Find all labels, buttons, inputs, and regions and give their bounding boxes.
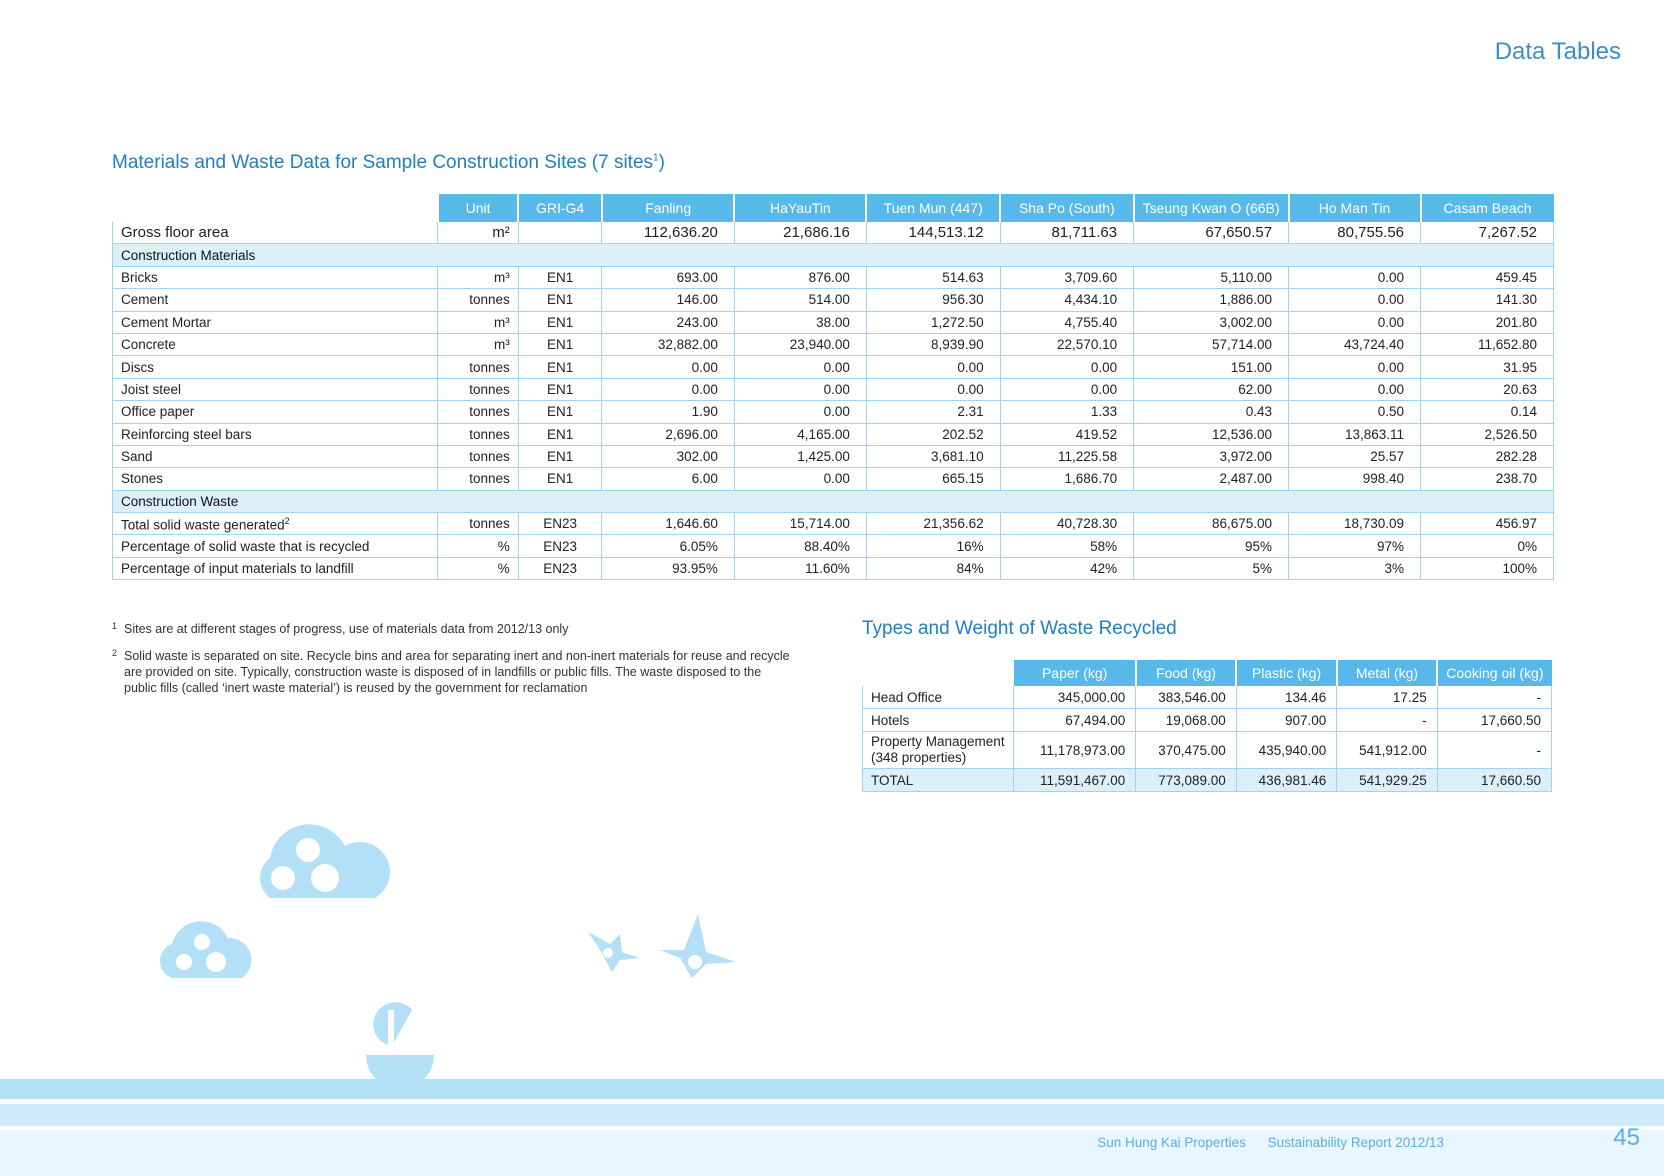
table-row — [113, 356, 1554, 378]
materials-table-title — [112, 152, 665, 174]
col-header: Sha Po (South) — [1000, 194, 1134, 222]
row-unit: % — [438, 535, 518, 557]
table-row — [113, 378, 1554, 400]
footnote-2 — [112, 648, 792, 696]
page-number: 45 — [1613, 1124, 1640, 1151]
cell-value: 2,696.00 — [602, 423, 734, 445]
sailboat-icon — [366, 1002, 434, 1089]
cell-value: 112,636.20 — [602, 222, 734, 244]
row-gri: EN1 — [518, 333, 602, 355]
cell-value: 86,675.00 — [1134, 513, 1289, 535]
cell-value: 16% — [866, 535, 1000, 557]
cell-value: 282.28 — [1421, 445, 1554, 467]
col-header: Cooking oil (kg) — [1437, 660, 1551, 686]
col-header: Metal (kg) — [1337, 660, 1437, 686]
col-header: Plastic (kg) — [1236, 660, 1336, 686]
cell-value: 67,650.57 — [1134, 222, 1289, 244]
table-row — [113, 333, 1554, 355]
cell-value: 0.00 — [734, 401, 866, 423]
col-header: HaYauTin — [734, 194, 866, 222]
cell-value: - — [1437, 686, 1551, 709]
cell-value: 876.00 — [734, 266, 866, 288]
cell-value: 5% — [1134, 557, 1289, 579]
footnote-mark: 2 — [112, 648, 118, 658]
cell-value: 2,526.50 — [1421, 423, 1554, 445]
cell-value: 201.80 — [1421, 311, 1554, 333]
row-gri: EN1 — [518, 356, 602, 378]
row-unit: tonnes — [438, 513, 518, 535]
decorative-illustration — [160, 810, 760, 1090]
cell-value: 1,886.00 — [1134, 289, 1289, 311]
row-gri: EN1 — [518, 468, 602, 490]
cell-value: 0.50 — [1289, 401, 1421, 423]
cell-value: 0.00 — [734, 468, 866, 490]
cell-value: 345,000.00 — [1013, 686, 1135, 709]
row-label-text: Joist steel — [121, 381, 182, 397]
page-header-title: Data Tables — [1494, 38, 1621, 65]
footnote-text: Solid waste is separated on site. Recycle bins and area for separating inert and non-inert materials for reuse and recycle are provided on site. Typically, construction waste is disposed of in landfills or public fills. The waste disposed to the public fills (called ‘inert waste material’) is reused by the government for reclamation — [124, 649, 790, 695]
table-row — [863, 709, 1552, 732]
cell-value: 11,225.58 — [1000, 445, 1134, 467]
table-row-gfa — [113, 222, 1554, 244]
cell-value: 0.00 — [1289, 289, 1421, 311]
row-label-sub: (348 properties) — [871, 750, 967, 765]
cell-value: 100% — [1421, 557, 1554, 579]
row-label — [863, 709, 1014, 732]
cell-value: 57,714.00 — [1134, 333, 1289, 355]
cell-value: 2.31 — [866, 401, 1000, 423]
cell-value: - — [1337, 709, 1437, 732]
cell-value: 0.00 — [1289, 356, 1421, 378]
row-label-text: Percentage of solid waste that is recycled — [121, 538, 370, 554]
cell-value: 21,356.62 — [866, 513, 1000, 535]
row-gri: EN23 — [518, 535, 602, 557]
table-row — [113, 513, 1554, 535]
cell-value: 3,709.60 — [1000, 266, 1134, 288]
cell-value: 0.00 — [866, 378, 1000, 400]
row-label-text: Property Management — [871, 734, 1005, 749]
cell-value: 1.33 — [1000, 401, 1134, 423]
cell-value: 370,475.00 — [1136, 732, 1236, 769]
cell-value: 3,002.00 — [1134, 311, 1289, 333]
cell-value: 21,686.16 — [734, 222, 866, 244]
cell-value: 17,660.50 — [1437, 709, 1551, 732]
cell-value: 11.60% — [734, 557, 866, 579]
cell-value: 17,660.50 — [1437, 769, 1551, 792]
cell-value: 58% — [1000, 535, 1134, 557]
cell-value: 3% — [1289, 557, 1421, 579]
row-unit: tonnes — [438, 289, 518, 311]
cell-value: 0.00 — [602, 378, 734, 400]
cell-value: 144,513.12 — [866, 222, 1000, 244]
row-label — [113, 535, 438, 557]
row-label — [113, 445, 438, 467]
cell-value: 146.00 — [602, 289, 734, 311]
cell-value: 514.63 — [866, 266, 1000, 288]
cell-value: 693.00 — [602, 266, 734, 288]
table-row — [113, 289, 1554, 311]
cell-value: 0.00 — [1000, 356, 1134, 378]
table-row — [113, 535, 1554, 557]
cell-value: 19,068.00 — [1136, 709, 1236, 732]
bird-large-icon — [660, 914, 736, 978]
cell-value: 0.00 — [1289, 311, 1421, 333]
col-header: Ho Man Tin — [1289, 194, 1421, 222]
row-label — [863, 732, 1014, 769]
row-label-text: Office paper — [121, 404, 195, 420]
row-label-text: Bricks — [121, 269, 158, 285]
row-unit: tonnes — [438, 401, 518, 423]
cell-value: 6.05% — [602, 535, 734, 557]
cell-value: 2,487.00 — [1134, 468, 1289, 490]
row-unit: tonnes — [438, 445, 518, 467]
row-label-text: Discs — [121, 359, 154, 375]
cell-value: 0.00 — [734, 378, 866, 400]
col-header: Casam Beach — [1421, 194, 1554, 222]
cell-value: 907.00 — [1236, 709, 1336, 732]
footer-stripe — [0, 1104, 1664, 1126]
table-row — [113, 401, 1554, 423]
table-row — [113, 266, 1554, 288]
row-label-text: Head Office — [871, 689, 943, 705]
header-blank — [863, 660, 1014, 686]
cell-value: 0.00 — [1289, 266, 1421, 288]
row-gri: EN1 — [518, 423, 602, 445]
row-label-text: Percentage of input materials to landfill — [121, 561, 354, 577]
cell-value: 17.25 — [1337, 686, 1437, 709]
col-header: Tseung Kwan O (66B) — [1134, 194, 1289, 222]
cell-value: 0.00 — [734, 356, 866, 378]
row-label — [113, 311, 438, 333]
materials-title-end: ) — [658, 152, 665, 173]
bird-small-icon — [588, 932, 640, 972]
row-unit: m² — [438, 222, 518, 244]
cell-value: 23,940.00 — [734, 333, 866, 355]
cell-value: 383,546.00 — [1136, 686, 1236, 709]
table-row — [113, 423, 1554, 445]
footer — [1079, 1135, 1444, 1150]
row-label-text: Concrete — [121, 337, 176, 353]
row-label-text: Stones — [121, 471, 164, 487]
row-label — [113, 513, 438, 535]
cell-value: 84% — [866, 557, 1000, 579]
col-header: Fanling — [602, 194, 734, 222]
cell-value: 0.00 — [1289, 378, 1421, 400]
waste-recycled-table — [862, 660, 1552, 792]
section-label: Construction Waste — [113, 490, 1554, 512]
table-row — [113, 557, 1554, 579]
row-gri: EN1 — [518, 311, 602, 333]
recycled-header-row — [863, 660, 1552, 686]
materials-header-row — [113, 194, 1554, 222]
footnote-mark: 1 — [112, 621, 118, 631]
section-label: Construction Materials — [113, 244, 1554, 266]
row-unit: % — [438, 557, 518, 579]
cell-value: 1,272.50 — [866, 311, 1000, 333]
cell-value: 1,686.70 — [1000, 468, 1134, 490]
row-gri: EN1 — [518, 401, 602, 423]
table-row — [113, 468, 1554, 490]
footer-company: Sun Hung Kai Properties — [1097, 1135, 1246, 1150]
cell-value: 0.00 — [602, 356, 734, 378]
cell-value: 11,178,973.00 — [1013, 732, 1135, 769]
col-header: GRI-G4 — [518, 194, 602, 222]
cell-value: 62.00 — [1134, 378, 1289, 400]
cell-value: 11,652.80 — [1421, 333, 1554, 355]
total-row — [863, 769, 1552, 792]
cell-value: 202.52 — [866, 423, 1000, 445]
row-label-text: Hotels — [871, 712, 910, 728]
row-label — [113, 423, 438, 445]
cell-value: 4,434.10 — [1000, 289, 1134, 311]
cell-value: 0.14 — [1421, 401, 1554, 423]
row-unit: m³ — [438, 266, 518, 288]
cell-value: 88.40% — [734, 535, 866, 557]
cell-value: 43,724.40 — [1289, 333, 1421, 355]
cell-value: 5,110.00 — [1134, 266, 1289, 288]
cell-value: 42% — [1000, 557, 1134, 579]
cell-value: 141.30 — [1421, 289, 1554, 311]
row-label-text: Cement Mortar — [121, 314, 212, 330]
row-label — [113, 378, 438, 400]
table-row — [113, 311, 1554, 333]
cell-value: 3,972.00 — [1134, 445, 1289, 467]
cell-value: 6.00 — [602, 468, 734, 490]
cell-value: 67,494.00 — [1013, 709, 1135, 732]
cell-value: 15,714.00 — [734, 513, 866, 535]
col-header: Unit — [438, 194, 518, 222]
cell-value: 3,681.10 — [866, 445, 1000, 467]
cell-value: 151.00 — [1134, 356, 1289, 378]
row-label-sup: 2 — [284, 515, 290, 526]
cell-value: 38.00 — [734, 311, 866, 333]
row-label-text: Total solid waste generated — [121, 517, 285, 533]
row-gri: EN1 — [518, 445, 602, 467]
row-unit: tonnes — [438, 468, 518, 490]
cell-value: 80,755.56 — [1289, 222, 1421, 244]
section-row-materials — [113, 244, 1554, 266]
row-label — [113, 356, 438, 378]
footnote-text: Sites are at different stages of progress, use of materials data from 2012/13 only — [124, 622, 569, 636]
section-row-waste — [113, 490, 1554, 512]
cell-value: 456.97 — [1421, 513, 1554, 535]
cell-value: 436,981.46 — [1236, 769, 1336, 792]
col-header: Tuen Mun (447) — [866, 194, 1000, 222]
row-gri: EN23 — [518, 557, 602, 579]
cell-value: 238.70 — [1421, 468, 1554, 490]
cell-value: 419.52 — [1000, 423, 1134, 445]
cell-value: 32,882.00 — [602, 333, 734, 355]
footer-stripe — [0, 1079, 1664, 1099]
cell-value: 514.00 — [734, 289, 866, 311]
row-gri: EN23 — [518, 513, 602, 535]
row-gri — [518, 222, 602, 244]
materials-waste-table — [112, 194, 1554, 580]
cell-value: 435,940.00 — [1236, 732, 1336, 769]
row-unit: tonnes — [438, 378, 518, 400]
cell-value: 13,863.11 — [1289, 423, 1421, 445]
materials-title-sup: 1 — [653, 152, 659, 164]
cell-value: - — [1437, 732, 1551, 769]
cell-value: 20.63 — [1421, 378, 1554, 400]
row-label — [113, 401, 438, 423]
cell-value: 0% — [1421, 535, 1554, 557]
footer-report: Sustainability Report 2012/13 — [1267, 1135, 1444, 1150]
row-label — [113, 289, 438, 311]
cell-value: 18,730.09 — [1289, 513, 1421, 535]
cell-value: 40,728.30 — [1000, 513, 1134, 535]
row-unit: m³ — [438, 311, 518, 333]
row-label: Gross floor area — [113, 222, 438, 244]
footnote-1 — [112, 621, 792, 637]
cloud-large-icon — [260, 824, 390, 898]
cell-value: 1,425.00 — [734, 445, 866, 467]
cell-value: 541,929.25 — [1337, 769, 1437, 792]
row-label-text: Sand — [121, 449, 153, 465]
cell-value: 93.95% — [602, 557, 734, 579]
cell-value: 0.43 — [1134, 401, 1289, 423]
cell-value: 81,711.63 — [1000, 222, 1134, 244]
col-header: Food (kg) — [1136, 660, 1236, 686]
header-blank — [113, 194, 438, 222]
table-row — [113, 445, 1554, 467]
cell-value: 665.15 — [866, 468, 1000, 490]
cell-value: 773,089.00 — [1136, 769, 1236, 792]
table-row — [863, 732, 1552, 769]
cell-value: 95% — [1134, 535, 1289, 557]
cell-value: 541,912.00 — [1337, 732, 1437, 769]
row-label-text: Reinforcing steel bars — [121, 426, 252, 442]
cell-value: 0.00 — [1000, 378, 1134, 400]
col-header: Paper (kg) — [1013, 660, 1135, 686]
cell-value: 0.00 — [866, 356, 1000, 378]
row-label — [113, 333, 438, 355]
row-gri: EN1 — [518, 378, 602, 400]
cloud-small-icon — [160, 921, 251, 978]
cell-value: 459.45 — [1421, 266, 1554, 288]
cell-value: 4,165.00 — [734, 423, 866, 445]
cell-value: 12,536.00 — [1134, 423, 1289, 445]
row-gri: EN1 — [518, 266, 602, 288]
row-unit: tonnes — [438, 423, 518, 445]
row-gri: EN1 — [518, 289, 602, 311]
row-label-text: Cement — [121, 292, 169, 308]
recycled-table-title: Types and Weight of Waste Recycled — [862, 618, 1177, 639]
cell-value: 134.46 — [1236, 686, 1336, 709]
row-label — [863, 686, 1014, 709]
cell-value: 31.95 — [1421, 356, 1554, 378]
cell-value: 243.00 — [602, 311, 734, 333]
cell-value: 25.57 — [1289, 445, 1421, 467]
cell-value: 1,646.60 — [602, 513, 734, 535]
row-label — [113, 468, 438, 490]
cell-value: 302.00 — [602, 445, 734, 467]
cell-value: 4,755.40 — [1000, 311, 1134, 333]
cell-value: 97% — [1289, 535, 1421, 557]
cell-value: 956.30 — [866, 289, 1000, 311]
materials-title-text: Materials and Waste Data for Sample Construction Sites (7 sites — [112, 152, 654, 173]
cell-value: 7,267.52 — [1421, 222, 1554, 244]
cell-value: 8,939.90 — [866, 333, 1000, 355]
row-label — [113, 266, 438, 288]
cell-value: 1.90 — [602, 401, 734, 423]
row-label — [113, 557, 438, 579]
row-label: TOTAL — [863, 769, 1014, 792]
cell-value: 22,570.10 — [1000, 333, 1134, 355]
row-unit: m³ — [438, 333, 518, 355]
cell-value: 998.40 — [1289, 468, 1421, 490]
table-row — [863, 686, 1552, 709]
cell-value: 11,591,467.00 — [1013, 769, 1135, 792]
row-unit: tonnes — [438, 356, 518, 378]
